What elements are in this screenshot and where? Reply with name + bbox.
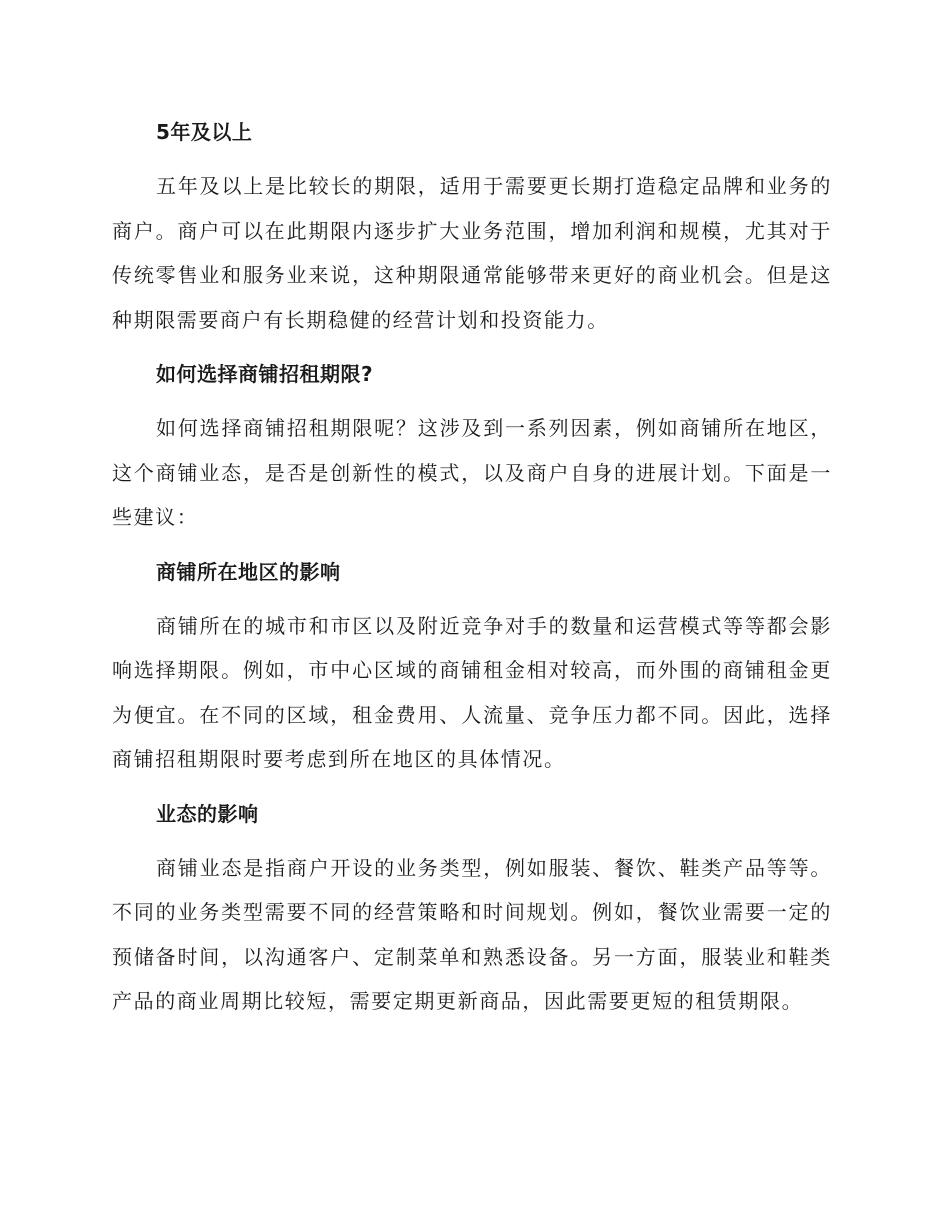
section-heading-business-type-impact: 业态的影响 xyxy=(156,801,259,826)
document-body xyxy=(112,110,832,1024)
section-heading-five-years: 5年及以上 xyxy=(156,120,253,144)
section-heading-location-impact: 商铺所在地区的影响 xyxy=(156,559,341,584)
section-paragraph-business-type-impact: 商铺业态是指商户开设的业务类型，例如服装、餐饮、鞋类产品等等。不同的业务类型需要不同的经营策略和时间规划。例如，餐饮业需要一定的预储备时间，以沟通客户、定制菜单和熟悉设备。另一方面，服装业和鞋类产品的商业周期比较短，需要定期更新商品，因此需要更短的租赁期限。 xyxy=(112,855,832,1013)
section-paragraph-location-impact: 商铺所在的城市和市区以及附近竞争对手的数量和运营模式等等都会影响选择期限。例如，市中心区域的商铺租金相对较高，而外围的商铺租金更为便宜。在不同的区域，租金费用、人流量、竞争压力都不同。因此，选择商铺招租期限时要考虑到所在地区的具体情况。 xyxy=(112,613,832,771)
section-paragraph-how-to-choose: 如何选择商铺招租期限呢？这涉及到一系列因素，例如商铺所在地区，这个商铺业态，是否是创新性的模式，以及商户自身的进展计划。下面是一些建议： xyxy=(112,416,832,529)
section-paragraph-five-years: 五年及以上是比较长的期限，适用于需要更长期打造稳定品牌和业务的商户。商户可以在此期限内逐步扩大业务范围，增加利润和规模，尤其对于传统零售业和服务业来说，这种期限通常能够带来更好的商业机会。但是这种期限需要商户有长期稳健的经营计划和投资能力。 xyxy=(112,174,832,332)
section-heading-how-to-choose: 如何选择商铺招租期限? xyxy=(156,362,374,386)
